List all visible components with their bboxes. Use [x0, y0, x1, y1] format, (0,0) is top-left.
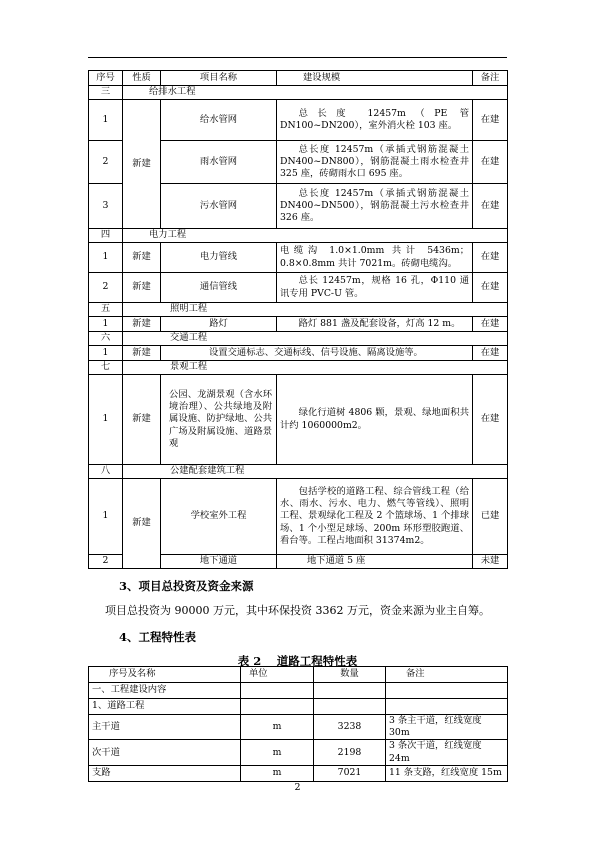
row-no: 1	[89, 375, 123, 465]
section-name: 景观工程	[123, 361, 508, 375]
row-scale: 总长 12457m，规格 16 孔，Φ110 通讯专用 PVC-U 管。	[277, 273, 473, 303]
empty-cell	[241, 683, 314, 699]
table-header-row	[89, 667, 508, 683]
section-row	[89, 361, 508, 375]
row-qty: 7021	[314, 765, 386, 781]
row-scale: 路灯 881 盏及配套设备，灯高 12 m。	[277, 317, 473, 332]
section-row	[89, 465, 508, 479]
row-note: 11 条支路，红线宽度 15m	[386, 765, 508, 781]
table-row	[89, 765, 508, 781]
row-note: 3 条主干道，红线宽度 30m	[386, 715, 508, 740]
row-name: 主干道	[89, 715, 241, 740]
table-row	[89, 375, 508, 465]
row-no: 2	[89, 555, 123, 569]
section-row	[89, 332, 508, 346]
section3-heading: 3、项目总投资及资金来源	[119, 579, 254, 593]
row-no: 3	[89, 184, 123, 229]
section-name: 电力工程	[123, 229, 508, 243]
section-row	[89, 86, 508, 100]
row-note: 未建	[473, 555, 508, 569]
section-no: 六	[89, 332, 123, 346]
table-row	[89, 479, 508, 555]
col-header-no: 序号	[89, 71, 123, 86]
section-no: 三	[89, 86, 123, 100]
section-row	[89, 303, 508, 317]
row-unit: m	[241, 740, 314, 765]
row-name: 支路	[89, 765, 241, 781]
row-name: 学校室外工程	[161, 479, 277, 555]
empty-cell	[314, 699, 386, 715]
row-note: 已建	[473, 479, 508, 555]
row-scale: 总长度 12457m（PE 管 DN100~DN200），室外消火栓 103 座。	[277, 100, 473, 141]
row-note: 3 条次干道，红线宽度 24m	[386, 740, 508, 765]
table2-caption: 表 2 道路工程特性表	[237, 654, 358, 668]
row-scale: 总长度 12457m（承插式钢筋混凝土 DN400~DN500），钢筋混凝土污水检查井 326 座。	[277, 184, 473, 229]
row-note: 在建	[473, 317, 508, 332]
row-scale: 电缆沟 1.0×1.0mm 共计 5436m；0.8×0.8mm 共计 7021m。砖砌电缆沟。	[277, 243, 473, 273]
row-unit: m	[241, 715, 314, 740]
row-nature: 新建	[123, 375, 161, 465]
row-name: 电力管线	[161, 243, 277, 273]
row-nature: 新建	[123, 273, 161, 303]
col-header-note: 备注	[473, 71, 508, 86]
row-name: 地下通道	[161, 555, 277, 569]
empty-cell	[314, 683, 386, 699]
row-name: 次干道	[89, 740, 241, 765]
table-row	[89, 715, 508, 740]
row-nature: 新建	[123, 479, 161, 569]
col-header-nature: 性质	[123, 71, 161, 86]
table-row	[89, 273, 508, 303]
section-no: 八	[89, 465, 123, 479]
category-label: 一、工程建设内容	[89, 683, 241, 699]
header-rule	[88, 57, 507, 58]
row-scale: 总长度 12457m（承插式钢筋混凝土 DN400~DN800），钢筋混凝土雨水检查井 325 座，砖砌雨水口 695 座。	[277, 141, 473, 184]
section-name: 公建配套建筑工程	[123, 465, 508, 479]
section-no: 七	[89, 361, 123, 375]
row-qty: 3238	[314, 715, 386, 740]
empty-cell	[241, 699, 314, 715]
row-note: 在建	[473, 243, 508, 273]
row-no: 1	[89, 346, 123, 361]
section-name: 照明工程	[123, 303, 508, 317]
category-row	[89, 683, 508, 699]
row-scale: 包括学校的道路工程、综合管线工程（给水、雨水、污水、电力、燃气等管线）、照明工程、景观绿化工程及 2 个篮球场、1 个排球场、1 个小型足球场、200m 环形塑胶跑道、看台等。工程占地面积 31374m2。	[277, 479, 473, 555]
project-table	[88, 70, 508, 569]
row-note: 在建	[473, 100, 508, 141]
category-row	[89, 699, 508, 715]
col-header-unit: 单位	[241, 667, 314, 683]
table-row	[89, 740, 508, 765]
row-nature: 新建	[123, 317, 161, 332]
row-name: 污水管网	[161, 184, 277, 229]
row-nature: 新建	[123, 100, 161, 229]
section-row	[89, 229, 508, 243]
row-scale: 地下通道 5 座	[277, 555, 473, 569]
row-unit: m	[241, 765, 314, 781]
page-number: 2	[294, 782, 301, 793]
row-note: 在建	[473, 184, 508, 229]
table-header-row	[89, 71, 508, 86]
row-note: 在建	[473, 141, 508, 184]
row-name: 公园、龙湖景观（含水环境治理）、公共绿地及附属设施、防护绿地、公共广场及附属设施、道路景观	[161, 375, 277, 465]
table-row	[89, 100, 508, 141]
col-header-name: 序号及名称	[89, 667, 241, 683]
row-qty: 2198	[314, 740, 386, 765]
empty-cell	[386, 699, 508, 715]
row-no: 1	[89, 317, 123, 332]
table-row	[89, 243, 508, 273]
category-label: 1、道路工程	[89, 699, 241, 715]
section4-heading: 4、工程特性表	[119, 630, 197, 644]
col-header-scale: 建设规模	[277, 71, 473, 86]
row-no: 2	[89, 273, 123, 303]
col-header-name: 项目名称	[161, 71, 277, 86]
row-nature: 新建	[123, 346, 161, 361]
section-name: 给排水工程	[123, 86, 508, 100]
col-header-qty: 数量	[314, 667, 386, 683]
section-no: 四	[89, 229, 123, 243]
row-name: 雨水管网	[161, 141, 277, 184]
row-note: 在建	[473, 346, 508, 361]
row-scale: 绿化行道树 4806 颗，景观、绿地面积共计约 1060000m2。	[277, 375, 473, 465]
row-note: 在建	[473, 375, 508, 465]
row-no: 1	[89, 479, 123, 555]
row-no: 2	[89, 141, 123, 184]
row-name: 通信管线	[161, 273, 277, 303]
row-scale: 设置交通标志、交通标线、信号设施、隔离设施等。	[161, 346, 473, 361]
section-no: 五	[89, 303, 123, 317]
empty-cell	[386, 683, 508, 699]
table-row	[89, 346, 508, 361]
row-no: 1	[89, 243, 123, 273]
row-no: 1	[89, 100, 123, 141]
road-characteristics-table	[88, 666, 508, 782]
col-header-note: 备注	[386, 667, 508, 683]
table-row	[89, 317, 508, 332]
row-name: 给水管网	[161, 100, 277, 141]
row-name: 路灯	[161, 317, 277, 332]
section3-text: 项目总投资为 90000 万元，其中环保投资 3362 万元，资金来源为业主自筹。	[105, 604, 490, 617]
row-nature: 新建	[123, 243, 161, 273]
row-note: 在建	[473, 273, 508, 303]
section-name: 交通工程	[123, 332, 508, 346]
